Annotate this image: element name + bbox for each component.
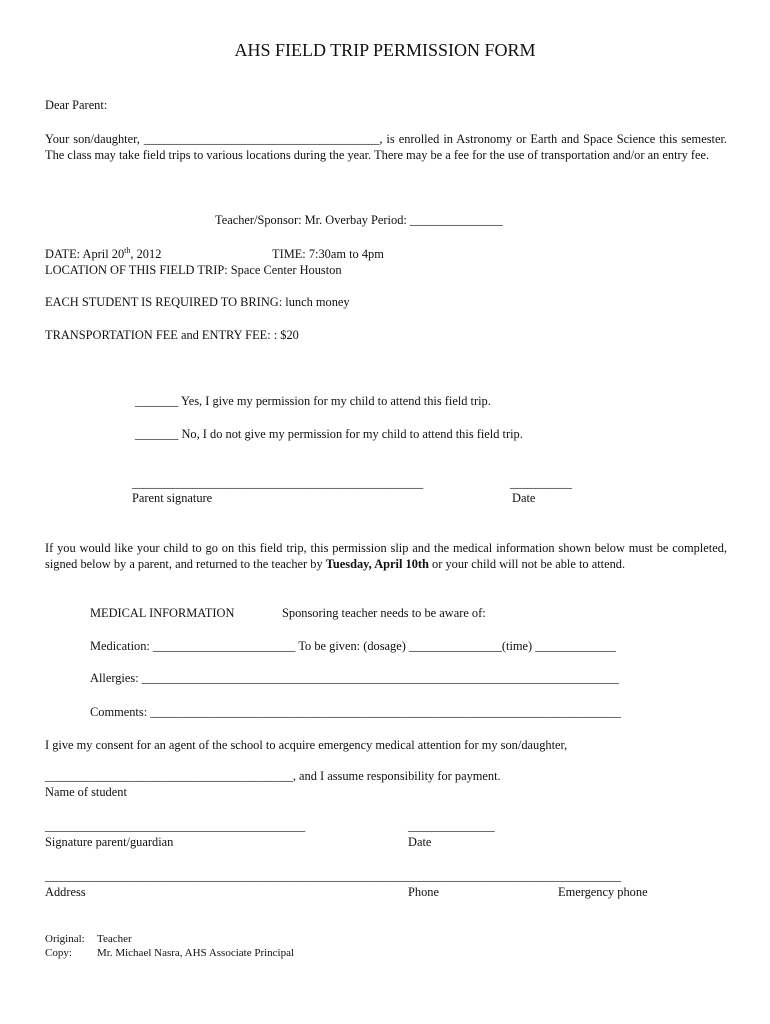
footer-copy-value: Mr. Michael Nasra, AHS Associate Principal: [97, 947, 295, 959]
parent-date-rule[interactable]: __________: [510, 476, 572, 490]
footer-original-value: Teacher: [97, 933, 132, 945]
address-rule[interactable]: _____________________________________________________________________________________________: [45, 869, 622, 883]
allergies-line[interactable]: Allergies: _____________________________________________________________________________: [90, 671, 619, 685]
intro-text-end: , is enrolled in Astronomy or Earth and Space Science this semester. The class may take field trips to various locations during the year. There may be a fee for the use of transportation and/or an entry fee.: [45, 132, 727, 162]
intro-paragraph: [45, 131, 727, 163]
trip-time: TIME: 7:30am to 4pm: [272, 247, 384, 261]
comments-line[interactable]: Comments: ____________________________________________________________________________: [90, 705, 622, 719]
fee-line: TRANSPORTATION FEE and ENTRY FEE: : $20: [45, 328, 299, 342]
medical-header-note: Sponsoring teacher needs to be aware of:: [282, 606, 486, 620]
date-year: , 2012: [130, 247, 162, 261]
bring-line: EACH STUDENT IS REQUIRED TO BRING: lunch money: [45, 295, 350, 309]
instructions-text-end: or your child will not be able to attend.: [428, 557, 626, 571]
permission-no-line[interactable]: _______ No, I do not give my permission for my child to attend this field trip.: [135, 427, 523, 441]
date-label: DATE: April 20: [45, 247, 125, 261]
parent-date-label: Date: [512, 491, 536, 505]
consent-line: I give my consent for an agent of the school to acquire emergency medical attention for my son/daughter,: [45, 738, 568, 752]
footer-original-label: Original:: [45, 933, 85, 945]
medical-header: MEDICAL INFORMATION: [90, 606, 235, 620]
salutation: Dear Parent:: [45, 98, 108, 112]
phone-label: Phone: [408, 885, 439, 899]
student-name-label: Name of student: [45, 785, 127, 799]
student-name-blank[interactable]: ______________________________________: [143, 132, 380, 146]
guardian-date-rule[interactable]: ______________: [408, 819, 495, 833]
guardian-date-label: Date: [408, 835, 432, 849]
parent-signature-label: Parent signature: [132, 491, 213, 505]
trip-date: [45, 246, 161, 262]
intro-text-start: Your son/daughter,: [45, 132, 140, 146]
address-label: Address: [45, 885, 86, 899]
permission-yes-line[interactable]: _______ Yes, I give my permission for my child to attend this field trip.: [135, 394, 491, 408]
instructions-paragraph: [45, 540, 727, 572]
instructions-text-start: If you would like your child to go on this field trip, this permission slip and the medical information shown below must be completed, signed below by a parent, and returned to the teacher by: [45, 541, 727, 571]
form-title: AHS FIELD TRIP PERMISSION FORM: [234, 40, 536, 60]
deadline-date: Tuesday, April 10th: [325, 557, 429, 571]
parent-signature-rule[interactable]: _______________________________________________: [132, 476, 424, 490]
emergency-phone-label: Emergency phone: [558, 885, 648, 899]
guardian-signature-label: Signature parent/guardian: [45, 835, 174, 849]
date-suffix: th: [124, 245, 131, 255]
footer-copy-label: Copy:: [45, 947, 72, 959]
trip-location: LOCATION OF THIS FIELD TRIP: Space Center Houston: [45, 263, 342, 277]
guardian-signature-rule[interactable]: __________________________________________: [45, 819, 306, 833]
medication-line[interactable]: Medication: _______________________ To be given: (dosage) _______________(time) _____________: [90, 639, 616, 653]
consent-student-line[interactable]: ________________________________________, and I assume responsibility for payment.: [45, 769, 501, 783]
teacher-sponsor-line: Teacher/Sponsor: Mr. Overbay Period: _______________: [215, 213, 503, 227]
